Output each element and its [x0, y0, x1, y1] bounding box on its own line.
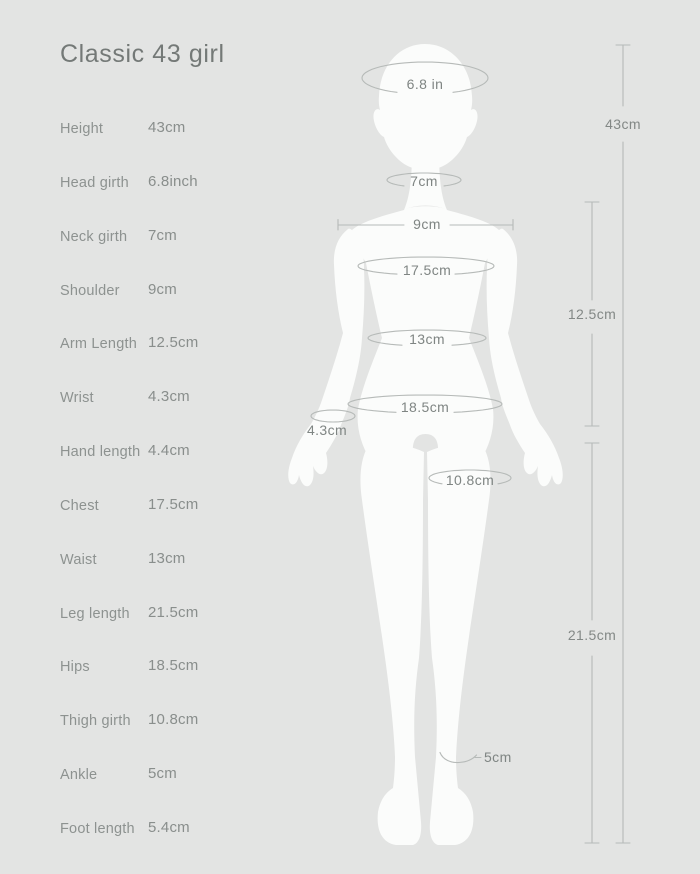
measurement-label: Thigh girth — [60, 713, 131, 730]
measurement-value: 18.5cm — [148, 657, 199, 675]
measurement-value: 43cm — [148, 119, 186, 136]
measurement-label: Chest — [60, 497, 99, 514]
measurement-label: Head girth — [60, 174, 129, 191]
measurement-value: 12.5cm — [148, 334, 199, 352]
side-label-arm-length: 12.5cm — [567, 306, 617, 322]
measurement-label: Neck girth — [60, 228, 128, 245]
tape-height-line — [616, 45, 630, 843]
measurement-value: 21.5cm — [148, 603, 199, 621]
figure-label-neck-girth: 7cm — [410, 173, 438, 189]
measurement-value: 10.8cm — [148, 711, 199, 729]
measurement-value: 4.3cm — [148, 388, 190, 406]
figure-label-ankle: 5cm — [484, 749, 512, 765]
doll-silhouette — [288, 44, 562, 845]
measurement-value: 5.4cm — [148, 818, 190, 836]
measurement-label: Shoulder — [60, 282, 120, 299]
measurement-value: 4.4cm — [148, 442, 190, 460]
measurement-value: 13cm — [148, 549, 186, 567]
measurement-value: 6.8inch — [148, 172, 198, 190]
measurement-value: 17.5cm — [148, 495, 199, 513]
measurement-label: Arm Length — [60, 336, 137, 353]
measurement-label: Hand length — [60, 444, 141, 461]
measurement-value: 7cm — [148, 226, 177, 244]
figure-label-thigh: 10.8cm — [445, 472, 495, 488]
tape-leg-length-line — [585, 443, 599, 843]
side-label-height: 43cm — [605, 116, 641, 132]
page-title: Classic 43 girl — [60, 40, 225, 68]
figure-label-wrist: 4.3cm — [306, 422, 348, 438]
figure-left-arm — [288, 229, 364, 487]
figure-right-arm — [487, 229, 563, 487]
measurement-label: Leg length — [60, 605, 130, 622]
measurement-label: Foot length — [60, 820, 135, 837]
measurement-label: Waist — [60, 551, 97, 568]
figure-right-leg — [427, 444, 491, 845]
side-label-leg-length: 21.5cm — [567, 627, 617, 643]
measurement-label: Ankle — [60, 767, 98, 784]
figure-label-hips: 18.5cm — [400, 399, 450, 415]
figure-label-chest: 17.5cm — [402, 262, 452, 278]
figure-label-shoulder: 9cm — [413, 216, 441, 232]
measurement-label: Hips — [60, 659, 90, 676]
figure-label-waist: 13cm — [409, 331, 445, 347]
figure-label-head-girth: 6.8 in — [406, 76, 444, 92]
measurement-label: Height — [60, 121, 104, 137]
measurement-label: Wrist — [60, 390, 94, 407]
figure-left-leg — [360, 444, 424, 845]
measurement-value: 9cm — [148, 280, 177, 298]
measurement-value: 5cm — [148, 765, 177, 783]
